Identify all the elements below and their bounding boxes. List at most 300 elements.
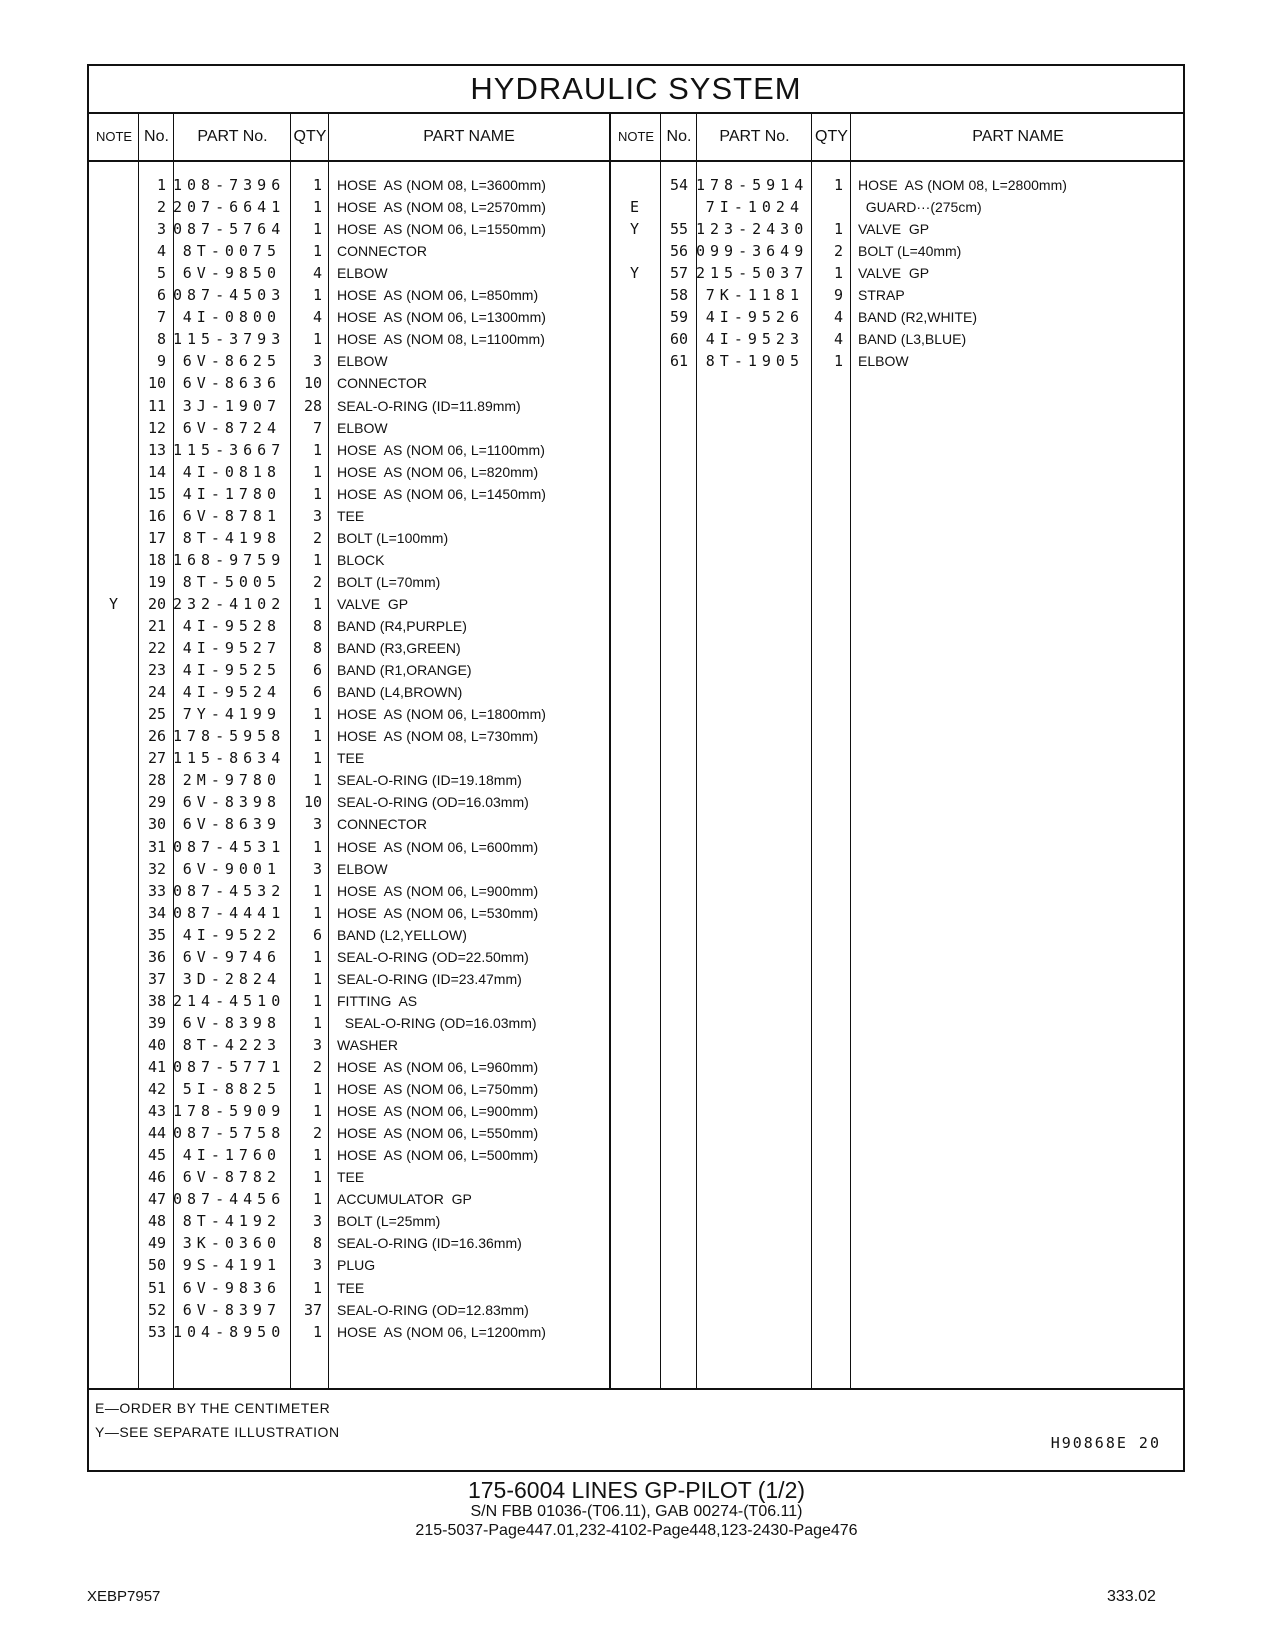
part-name: ELBOW [337, 353, 388, 370]
table-row [89, 1188, 1183, 1211]
table-row [89, 483, 1183, 506]
item-number: 45 [147, 1146, 166, 1165]
item-number: 26 [147, 727, 166, 746]
part-number: 115-3667 [173, 440, 286, 459]
legend-e: E—ORDER BY THE CENTIMETER [95, 1400, 331, 1416]
table-row [89, 549, 1183, 572]
part-number: 6V-8636 [182, 374, 281, 393]
part-number: 8T-5005 [182, 572, 281, 591]
item-number: 35 [147, 925, 166, 944]
item-number: 55 [669, 220, 688, 239]
item-number: 43 [147, 1102, 166, 1121]
table-row [89, 461, 1183, 484]
quantity: 1 [312, 1168, 322, 1187]
table-row [89, 1299, 1183, 1322]
quantity: 6 [312, 925, 322, 944]
quantity: 1 [312, 749, 322, 768]
item-number: 10 [147, 374, 166, 393]
quantity: 2 [312, 1058, 322, 1076]
part-name: ELBOW [337, 419, 388, 436]
quantity: 1 [833, 352, 843, 371]
table-row [89, 880, 1183, 903]
table-row [89, 395, 1183, 418]
quantity: 1 [312, 903, 322, 922]
table-row [89, 1100, 1183, 1123]
quantity: 8 [312, 617, 322, 635]
part-name: TEE [337, 507, 365, 524]
part-number: 087-4531 [173, 837, 286, 856]
item-number: 19 [147, 572, 166, 591]
item-number: 15 [147, 484, 166, 503]
table-row [89, 196, 1183, 219]
part-name: BAND (L3,BLUE) [858, 331, 967, 348]
part-name: STRAP [858, 287, 905, 304]
part-number: 087-4532 [173, 881, 286, 900]
part-name: SEAL-O-RING (OD=16.03mm) [337, 794, 529, 811]
quantity: 2 [833, 242, 843, 261]
header-part-name: PART NAME [423, 128, 515, 145]
quantity: 1 [312, 286, 322, 305]
table-row [89, 791, 1183, 814]
part-name: HOSE AS (NOM 06, L=600mm) [337, 838, 539, 855]
part-name: BOLT (L=100mm) [337, 529, 449, 546]
part-name: SEAL-O-RING (ID=16.36mm) [337, 1235, 522, 1252]
quantity: 3 [312, 859, 322, 878]
quantity: 3 [312, 506, 322, 525]
quantity: 1 [312, 1278, 322, 1297]
part-number: 2M-9780 [182, 771, 281, 790]
part-number: 178-5958 [173, 727, 286, 746]
item-number: 32 [147, 859, 166, 878]
quantity: 1 [312, 330, 322, 349]
part-name: SEAL-O-RING (ID=11.89mm) [337, 397, 521, 414]
part-name: CONNECTOR [337, 243, 427, 260]
header-note-right: NOTE [617, 129, 655, 144]
item-number: 47 [147, 1190, 166, 1209]
part-number: 4I-9523 [705, 330, 804, 349]
quantity: 1 [833, 220, 843, 239]
part-number: 4I-0818 [182, 462, 281, 481]
item-number: 3 [156, 220, 166, 239]
part-name: BAND (L2,YELLOW) [337, 926, 467, 943]
part-number: 6V-9001 [182, 859, 281, 878]
part-name: CONNECTOR [337, 375, 427, 392]
table-row [89, 328, 1183, 351]
part-name: BAND (L4,BROWN) [337, 684, 463, 701]
table-row [89, 1144, 1183, 1167]
item-number: 38 [147, 991, 166, 1010]
table-row [89, 1210, 1183, 1233]
part-name: CONNECTOR [337, 816, 427, 833]
quantity: 4 [312, 264, 322, 283]
part-name: FITTING AS [337, 992, 418, 1009]
quantity: 1 [312, 440, 322, 459]
item-number: 30 [147, 815, 166, 834]
table-row [89, 703, 1183, 726]
item-number: 1 [156, 176, 166, 194]
part-number: 6V-8397 [182, 1300, 281, 1319]
item-number: 20 [147, 594, 166, 613]
part-number: 4I-1760 [182, 1146, 281, 1165]
part-name: HOSE AS (NOM 06, L=900mm) [337, 882, 539, 899]
quantity: 1 [312, 594, 322, 613]
table-row [89, 240, 1183, 263]
part-name: TEE [337, 1169, 365, 1186]
quantity: 1 [312, 1146, 322, 1165]
quantity: 1 [312, 991, 322, 1010]
quantity: 2 [312, 528, 322, 547]
quantity: 1 [312, 881, 322, 900]
part-name: HOSE AS (NOM 06, L=1450mm) [337, 485, 546, 502]
table-row [89, 1166, 1183, 1189]
part-name: TEE [337, 750, 365, 767]
quantity: 9 [833, 286, 843, 305]
table-row [89, 372, 1183, 395]
item-number: 8 [156, 330, 166, 349]
part-name: BAND (R1,ORANGE) [337, 662, 472, 679]
illustration-code: H90868E 20 [1050, 1434, 1161, 1452]
part-name: SEAL-O-RING (OD=16.03mm) [337, 1014, 537, 1031]
part-name: HOSE AS (NOM 06, L=960mm) [337, 1059, 539, 1075]
part-number: 6V-8398 [182, 1013, 281, 1032]
part-number: 4I-9527 [182, 639, 281, 658]
item-number: 6 [156, 286, 166, 305]
part-number: 123-2430 [696, 220, 809, 239]
table-row [89, 1122, 1183, 1145]
part-number: 115-3793 [173, 330, 286, 349]
part-number: 4I-9522 [182, 925, 281, 944]
part-number: 4I-1780 [182, 484, 281, 503]
table-row [89, 571, 1183, 594]
item-number: 5 [156, 264, 166, 283]
part-number: 115-8634 [173, 749, 286, 768]
header-no: No. [144, 128, 169, 145]
table-bottom-rule [89, 1388, 1183, 1390]
table-row [89, 350, 1183, 373]
part-number: 3K-0360 [182, 1234, 281, 1253]
quantity: 3 [312, 1256, 322, 1275]
table-row [89, 174, 1183, 197]
part-number: 6V-9746 [182, 947, 281, 966]
part-name: HOSE AS (NOM 06, L=500mm) [337, 1147, 539, 1164]
quantity: 7 [312, 418, 322, 437]
table-row [89, 858, 1183, 881]
quantity: 1 [833, 264, 843, 283]
item-number: 27 [147, 749, 166, 768]
item-number: 17 [147, 528, 166, 547]
item-number: 57 [669, 264, 688, 283]
table-row [89, 990, 1183, 1013]
item-number: 42 [147, 1080, 166, 1099]
part-number: 6V-8724 [182, 418, 281, 437]
item-number: 4 [156, 242, 166, 261]
part-name: BLOCK [337, 551, 385, 568]
table-row [89, 262, 1183, 285]
quantity: 28 [303, 396, 322, 415]
quantity: 1 [312, 727, 322, 746]
table-row [89, 968, 1183, 991]
table-row [89, 659, 1183, 682]
part-number: 8T-4192 [182, 1212, 281, 1231]
part-number: 087-5771 [173, 1058, 286, 1076]
part-name: TEE [337, 1279, 365, 1296]
part-number: 8T-1905 [705, 352, 804, 371]
quantity: 1 [312, 837, 322, 856]
item-number: 48 [147, 1212, 166, 1231]
part-number: 232-4102 [173, 594, 286, 613]
quantity: 1 [312, 1080, 322, 1099]
part-number: 087-4456 [173, 1190, 286, 1209]
part-number: 3J-1907 [182, 396, 281, 415]
part-number: 7Y-4199 [182, 705, 281, 724]
part-name: GUARD···(275cm) [858, 199, 982, 216]
part-name: HOSE AS (NOM 06, L=530mm) [337, 904, 539, 921]
part-name: HOSE AS (NOM 08, L=1100mm) [337, 331, 545, 348]
part-name: VALVE GP [858, 221, 930, 238]
part-number: 108-7396 [173, 176, 286, 194]
part-name: HOSE AS (NOM 06, L=900mm) [337, 1103, 539, 1120]
item-number: 49 [147, 1234, 166, 1253]
item-number: 56 [669, 242, 688, 261]
table-row [89, 836, 1183, 859]
item-number: 54 [669, 176, 688, 194]
quantity: 4 [312, 308, 322, 327]
part-number: 215-5037 [696, 264, 809, 283]
header-part-name-right: PART NAME [972, 128, 1064, 145]
quantity: 3 [312, 352, 322, 371]
part-name: HOSE AS (NOM 08, L=3600mm) [337, 177, 546, 193]
part-number: 7I-1024 [705, 198, 804, 217]
part-name: VALVE GP [337, 595, 409, 612]
part-number: 207-6641 [173, 198, 286, 217]
part-number: 8T-4223 [182, 1035, 281, 1054]
page-references: 215-5037-Page447.01,232-4102-Page448,123-2430-Page476 [415, 1522, 858, 1539]
serial-range: S/N FBB 01036-(T06.11), GAB 00274-(T06.11) [470, 1503, 803, 1520]
header-qty-right: QTY [815, 128, 848, 145]
item-number: 16 [147, 506, 166, 525]
item-number: 39 [147, 1013, 166, 1032]
header-no-right: No. [666, 128, 692, 145]
part-name: HOSE AS (NOM 08, L=2800mm) [858, 177, 1067, 193]
item-number: 58 [669, 286, 688, 305]
table-row [89, 637, 1183, 660]
part-number: 6V-8781 [182, 506, 281, 525]
part-name: HOSE AS (NOM 08, L=730mm) [337, 728, 539, 745]
table-title: HYDRAULIC SYSTEM [89, 66, 1183, 114]
header-qty: QTY [293, 128, 327, 145]
part-name: SEAL-O-RING (ID=19.18mm) [337, 772, 522, 789]
note-cell: Y [629, 220, 640, 239]
document-id: XEBP7957 [87, 1588, 161, 1605]
item-number: 18 [147, 550, 166, 569]
item-number: 13 [147, 440, 166, 459]
part-number: 7K-1181 [705, 286, 804, 305]
item-number: 50 [147, 1256, 166, 1275]
table-row [89, 615, 1183, 638]
quantity: 6 [312, 683, 322, 702]
part-number: 6V-8782 [182, 1168, 281, 1187]
quantity: 2 [312, 1124, 322, 1143]
part-number: 3D-2824 [182, 969, 281, 988]
part-number: 6V-8398 [182, 793, 281, 812]
part-number: 087-4503 [173, 286, 286, 305]
part-number: 178-5914 [696, 176, 809, 194]
table-row [89, 284, 1183, 307]
part-number: 087-5758 [173, 1124, 286, 1143]
quantity: 1 [312, 1013, 322, 1032]
part-name: ELBOW [337, 860, 388, 877]
quantity: 1 [312, 462, 322, 481]
part-number: 087-4441 [173, 903, 286, 922]
quantity: 1 [312, 947, 322, 966]
item-number: 37 [147, 969, 166, 988]
item-number: 41 [147, 1058, 166, 1076]
part-name: BOLT (L=40mm) [858, 243, 962, 260]
item-number: 46 [147, 1168, 166, 1187]
table-row [89, 1277, 1183, 1300]
header-part-no-right: PART No. [719, 128, 790, 145]
table-row [89, 218, 1183, 241]
part-name: ACCUMULATOR GP [337, 1191, 472, 1208]
part-name: WASHER [337, 1036, 398, 1053]
quantity: 1 [312, 771, 322, 790]
quantity: 3 [312, 1035, 322, 1054]
quantity: 1 [833, 176, 843, 194]
table-row [89, 527, 1183, 550]
quantity: 1 [312, 484, 322, 503]
note-cell: E [629, 198, 640, 217]
part-number: 8T-0075 [182, 242, 281, 261]
part-number: 6V-9850 [182, 264, 281, 283]
item-number: 59 [669, 308, 688, 327]
table-row [89, 439, 1183, 462]
table-row [89, 902, 1183, 925]
part-name: ELBOW [858, 353, 909, 370]
part-name: BOLT (L=25mm) [337, 1213, 441, 1230]
item-number: 12 [147, 418, 166, 437]
part-number: 214-4510 [173, 991, 286, 1010]
legend-y: Y—SEE SEPARATE ILLUSTRATION [95, 1424, 340, 1440]
item-number: 61 [669, 352, 688, 371]
quantity: 8 [312, 639, 322, 658]
part-name: HOSE AS (NOM 06, L=1300mm) [337, 309, 546, 326]
quantity: 2 [312, 572, 322, 591]
item-number: 28 [147, 771, 166, 790]
item-number: 34 [147, 903, 166, 922]
part-name: VALVE GP [858, 265, 930, 282]
part-number: 087-5764 [173, 220, 286, 239]
part-name: BAND (R3,GREEN) [337, 640, 461, 657]
part-number: 4I-9528 [182, 617, 281, 635]
item-number: 22 [147, 639, 166, 658]
table-row [89, 1232, 1183, 1255]
quantity: 3 [312, 1212, 322, 1231]
part-name: SEAL-O-RING (OD=12.83mm) [337, 1301, 529, 1318]
quantity: 37 [303, 1300, 322, 1319]
part-number: 9S-4191 [182, 1256, 281, 1275]
item-number: 36 [147, 947, 166, 966]
item-number: 9 [156, 352, 166, 371]
part-name: SEAL-O-RING (OD=22.50mm) [337, 948, 529, 965]
part-number: 168-9759 [173, 550, 286, 569]
part-name: HOSE AS (NOM 06, L=1800mm) [337, 706, 546, 723]
table-row [89, 505, 1183, 528]
item-number: 29 [147, 793, 166, 812]
quantity: 1 [312, 220, 322, 239]
table-row [89, 1012, 1183, 1035]
part-name: HOSE AS (NOM 06, L=1550mm) [337, 221, 546, 238]
part-number: 104-8950 [173, 1322, 286, 1341]
part-number: 6V-9836 [182, 1278, 281, 1297]
table-row [89, 1078, 1183, 1101]
page-number: 333.02 [1107, 1588, 1156, 1605]
part-name: HOSE AS (NOM 08, L=2570mm) [337, 199, 546, 216]
item-number: 7 [156, 308, 166, 327]
item-number: 51 [147, 1278, 166, 1297]
part-name: PLUG [337, 1257, 376, 1274]
quantity: 1 [312, 705, 322, 724]
item-number: 53 [147, 1322, 166, 1341]
table-row [89, 1254, 1183, 1277]
part-number: 4I-9526 [705, 308, 804, 327]
part-name: BAND (R4,PURPLE) [337, 618, 467, 634]
part-number: 4I-0800 [182, 308, 281, 327]
part-number: 178-5909 [173, 1102, 286, 1121]
quantity: 1 [312, 1322, 322, 1341]
item-number: 31 [147, 837, 166, 856]
table-row [89, 1056, 1183, 1079]
note-cell: Y [108, 594, 119, 613]
item-number: 14 [147, 462, 166, 481]
part-name: BAND (R2,WHITE) [858, 309, 977, 326]
item-number: 11 [147, 396, 166, 415]
table-row [89, 681, 1183, 704]
quantity: 8 [312, 1234, 322, 1253]
table-row [89, 306, 1183, 329]
part-name: BOLT (L=70mm) [337, 573, 441, 590]
item-number: 44 [147, 1124, 166, 1143]
quantity: 1 [312, 1102, 322, 1121]
part-name: ELBOW [337, 265, 388, 282]
table-row [89, 946, 1183, 969]
part-name: HOSE AS (NOM 06, L=820mm) [337, 463, 539, 480]
part-number: 4I-9524 [182, 683, 281, 702]
part-number: 4I-9525 [182, 661, 281, 680]
part-number: 5I-8825 [182, 1080, 281, 1099]
table-row [89, 593, 1183, 616]
item-number: 23 [147, 661, 166, 680]
quantity: 4 [833, 308, 843, 327]
table-row [89, 813, 1183, 836]
table-row [89, 1321, 1183, 1344]
quantity: 10 [303, 793, 322, 812]
quantity: 1 [312, 969, 322, 988]
item-number: 52 [147, 1300, 166, 1319]
quantity: 10 [303, 374, 322, 393]
table-row [89, 417, 1183, 440]
part-number: 8T-4198 [182, 528, 281, 547]
quantity: 1 [312, 550, 322, 569]
item-number: 2 [156, 198, 166, 217]
part-number: 099-3649 [696, 242, 809, 261]
item-number: 25 [147, 705, 166, 724]
table-row [89, 747, 1183, 770]
table-row [89, 769, 1183, 792]
header-part-no: PART No. [197, 128, 268, 145]
table-row [89, 924, 1183, 947]
part-name: HOSE AS (NOM 06, L=850mm) [337, 287, 539, 304]
part-name: HOSE AS (NOM 06, L=1200mm) [337, 1323, 546, 1340]
